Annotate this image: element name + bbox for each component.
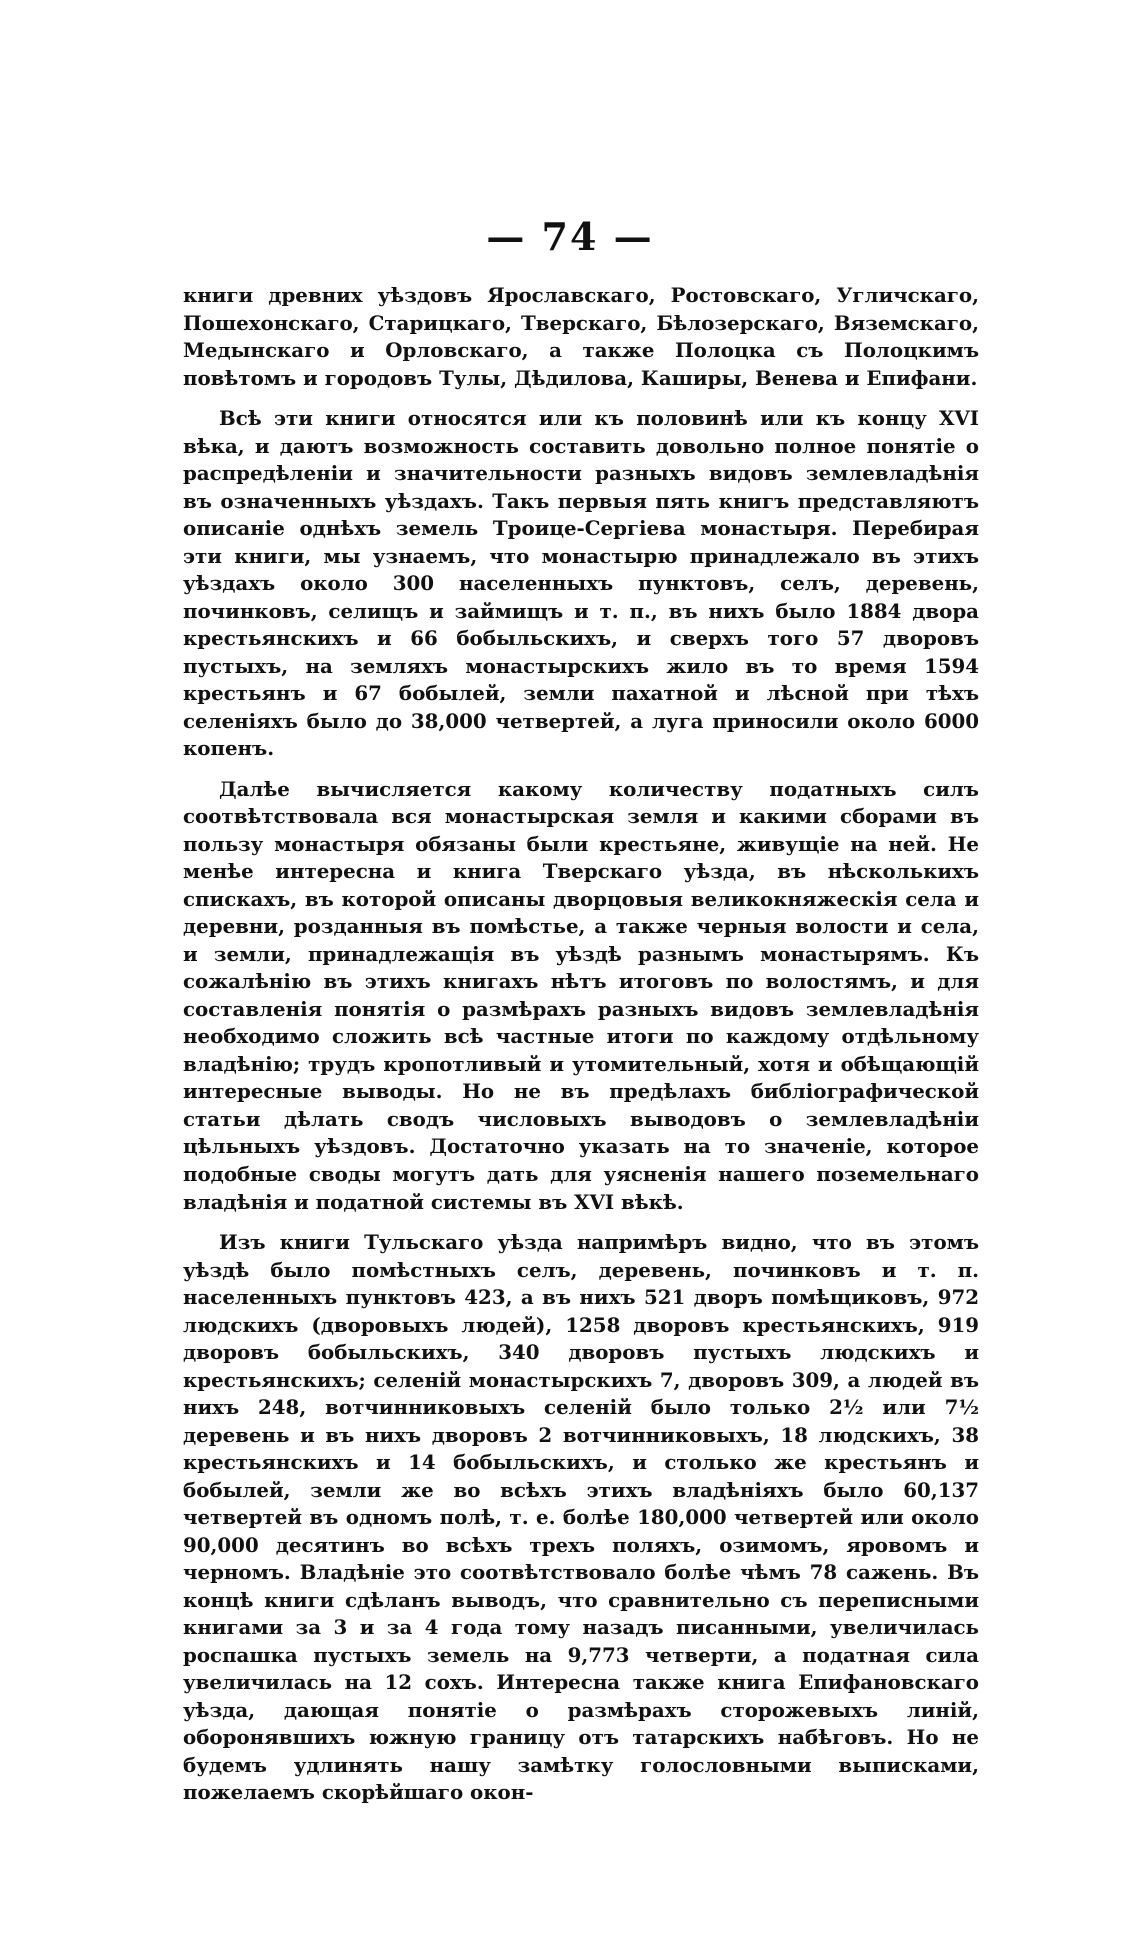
body-text [183, 282, 979, 1807]
paragraph-3: Далѣе вычисляется какому количеству податныхъ силъ соотвѣтствовала вся монастырская земля и какими сборами въ пользу монастыря обязаны были крестьяне, живущіе на ней. Не менѣе интересна и книга Тверскаго уѣзда, въ нѣсколькихъ спискахъ, въ которой описаны дворцовыя великокняжескія села и деревни, розданныя въ помѣстье, а также черныя волости и села, и земли, принадлежащія въ уѣздѣ разнымъ монастырямъ. Къ сожалѣнію въ этихъ книгахъ нѣтъ итоговъ по волостямъ, и для составленія понятія о размѣрахъ разныхъ видовъ землевладѣнія необходимо сложить всѣ частные итоги по каждому отдѣльному владѣнію; трудъ кропотливый и утомительный, хотя и обѣщающій интересные выводы. Но не въ предѣлахъ библіографической статьи дѣлать сводъ числовыхъ выводовъ о землевладѣніи цѣльныхъ уѣздовъ. Достаточно указать на то значеніе, которое подобные своды могутъ дать для уясненія нашего поземельнаго владѣнія и податной системы въ XVI вѣкѣ. [183, 776, 979, 1214]
paragraph-2: Всѣ эти книги относятся или къ половинѣ или къ концу XVI вѣка, и даютъ возможность составить довольно полное понятіе о распредѣленіи и значительности разныхъ видовъ землевладѣнія въ означенныхъ уѣздахъ. Такъ первыя пять книгъ представляютъ описаніе однѣхъ земель Троице-Сергіева монастыря. Перебирая эти книги, мы узнаемъ, что монастырю принадлежало въ этихъ уѣздахъ около 300 населенныхъ пунктовъ, селъ, деревень, починковъ, селищъ и займищъ и т. п., въ нихъ было 1884 двора крестьянскихъ и 66 бобыльскихъ, и сверхъ того 57 дворовъ пустыхъ, на земляхъ монастырскихъ жило въ то время 1594 крестьянъ и 67 бобылей, земли пахатной и лѣсной при тѣхъ селеніяхъ было до 38,000 четвертей, а луга приносили около 6000 копенъ. [183, 406, 979, 761]
paragraph-4: Изъ книги Тульскаго уѣзда напримѣръ видно, что въ этомъ уѣздѣ было помѣстныхъ селъ, деревень, починковъ и т. п. населенныхъ пунктовъ 423, а въ нихъ 521 дворъ помѣщиковъ, 972 людскихъ (дворовыхъ людей), 1258 дворовъ крестьянскихъ, 919 дворовъ бобыльскихъ, 340 дворовъ пустыхъ людскихъ и крестьянскихъ; селеній монастырскихъ 7, дворовъ 309, а людей въ нихъ 248, вотчинниковыхъ селеній было только 2½ или 7½ деревень и въ нихъ дворовъ 2 вотчинниковыхъ, 18 людскихъ, 38 крестьянскихъ и 14 бобыльскихъ, и столько же крестьянъ и бобылей, земли же во всѣхъ этихъ владѣніяхъ было 60,137 четвертей въ одномъ полѣ, т. е. болѣе 180,000 четвертей или около 90,000 десятинъ во всѣхъ трехъ поляхъ, озимомъ, яровомъ и черномъ. Владѣніе это соотвѣтствовало болѣе чѣмъ 78 сажень. Въ концѣ книги сдѣланъ выводъ, что сравнительно съ переписными книгами за 3 и за 4 года тому назадъ писанными, увеличилась роспашка пустыхъ земель на 9,773 четверти, а податная сила увеличилась на 12 сохъ. Интересна также книга Епифановскаго уѣзда, дающая понятіе о размѣрахъ сторожевыхъ линій, оборонявшихъ южную границу отъ татарскихъ набѣговъ. Но не будемъ удлинять нашу замѣтку голословными выписками, пожелаемъ скорѣйшаго окон- [183, 1230, 979, 1805]
paragraph-1: книги древних уѣздовъ Ярославскаго, Ростовскаго, Угличскаго, Пошехонскаго, Старицкаго, Тверскаго, Бѣлозерскаго, Вяземскаго, Медынскаго и Орловскаго, а также Полоцка съ Полоцкимъ повѣтомъ и городовъ Тулы, Дѣдилова, Каширы, Венева и Епифани. [183, 283, 979, 390]
page-number: — 74 — [486, 214, 654, 259]
